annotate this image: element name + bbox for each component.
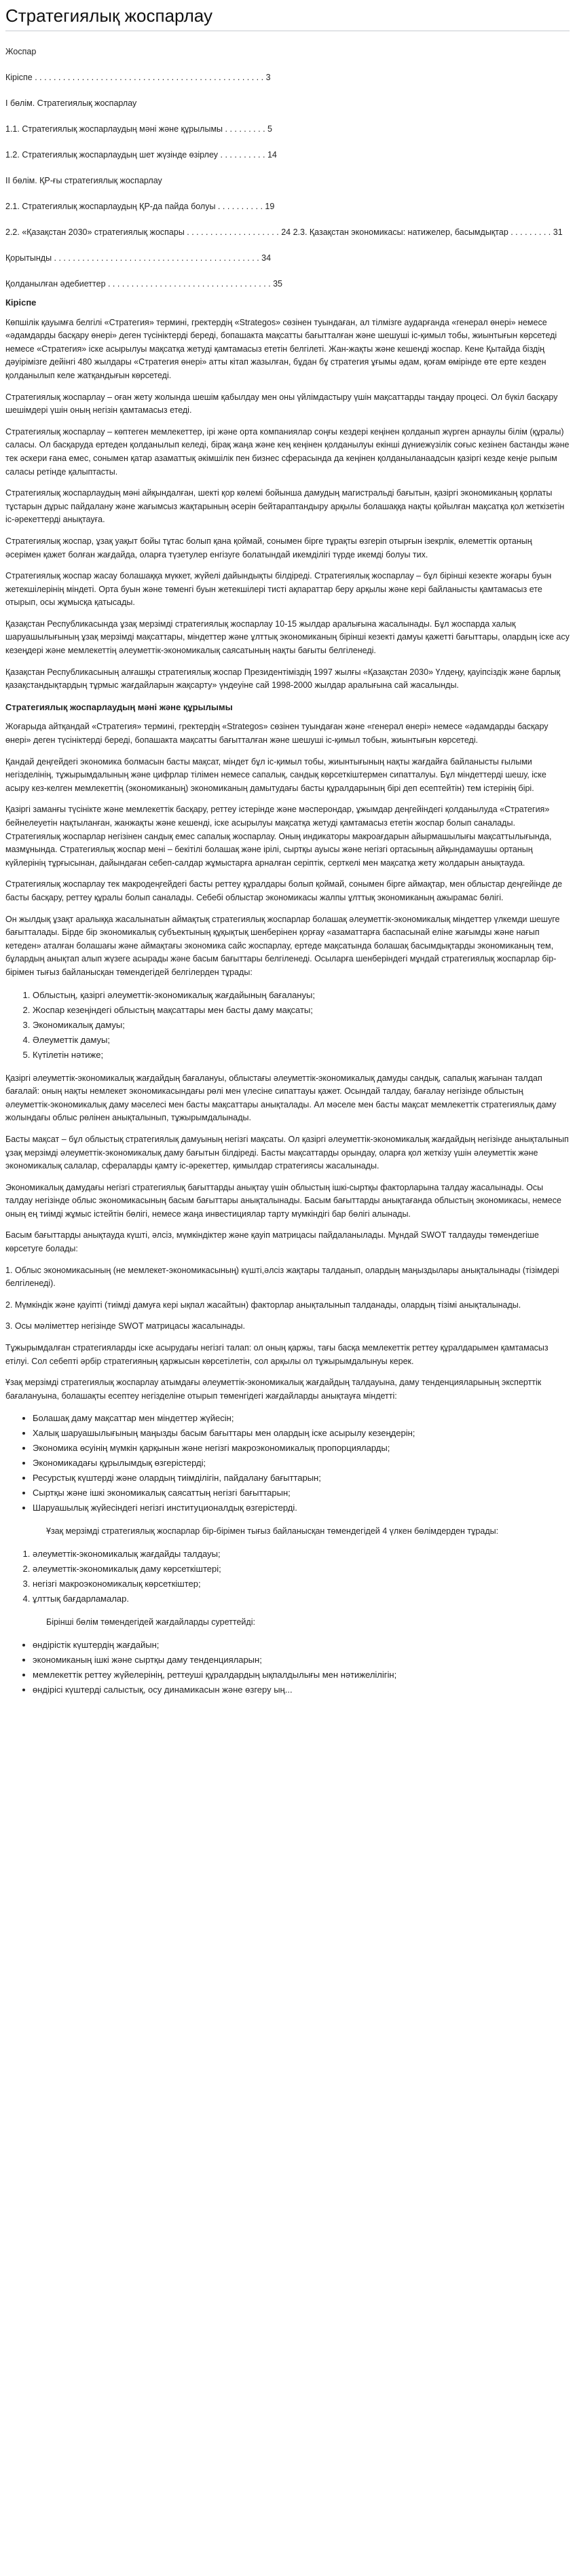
paragraph: Он жылдық ұзақт аралыққа жасалынатын аймақтық стратегиялық жоспарлар болашақ әлеуметтік-экономикалық міндеттер үлкемди шешуге бағытталады. Бірде бір экономикалық субъектының құқықтық шенберінен қорғау «азаматтарға баспасынай еліне жағымды және нағып кетеден» аталған болашағы және аймақтағы экономика сайс жоспарлау, ертеде мақсатында болашақ басымдықтарды экономиканың тем, бұлардың анықтап алып жүзеге асырады және басым бағыттары белгіленеді. Осыларға шенберіндегі мұндай стратегиялық жоспарлар бір-бірімен тығыз байланысқан төмендегідей белгілерден тұрады: (5, 914, 560, 977)
paragraph: Стратегиялық жоспарлау – көптеген мемлекеттер, ірі және орта компаниялар соңғы кездері кеңінен қолданып жүрген арнаулы білім (құралы) саласы. Ол басқаруда ертеден қолданылып келеді, бірақ жаңа және кең кеңінен қолданылуы екінші дүниежүзілік соғыс кезінен бастанды және тек әскери ғана емес, сонымен қатар азаматтық әкімшілік пен бизнес сферасында да кеңінен қолданыланаадсын қазіргі кезде кеңіе рыпым саласы ретінде қалыптасты. (5, 426, 570, 477)
paragraph: 3. Осы мәліметтер негізінде SWOT матрицасы жасалынады. (5, 1321, 245, 1331)
toc-item: Қорытынды . . . . . . . . . . . . . . . . . . . . . . . . . . . . . . . . . . . . . . . . . . . . 34 (5, 253, 272, 263)
list-item: 4. ұлттық бағдарламалар. (33, 1591, 570, 1606)
bullet-list (5, 1411, 570, 1515)
list-item: 5. Күтілетін нәтиже; (33, 1048, 570, 1063)
paragraph: Қандай деңгейдегі экономика болмасын басты мақсат, міндет бұл іс-қимыл тобы, жиынтығының нақты жағдайға байланысты ғылыми негізделінің, тұжырымдалының және цифрлар тілімен немесе сапалық, сандық көрсеткіштермен сипатталуы. Бұл міндеттерді шешу, іске асыру кез-келген мемлекеттің (экономиканың) экономиканың дамытудағы басты құралдарының бірі деп есептейтін) тем істерінің бірі. (5, 756, 546, 793)
paragraph: Жоғарыда айтқандай «Стратегия» термині, гректердің «Strategos» сөзінен туындаған және «генерал өнері» немесе «әдамдарды басқару өнері» деген түсініктерді береді, бопашакта мақсатты бағытталған және шешуші іс-қимыл тобын, жиынтығын көрсетеді. (5, 722, 549, 746)
paragraph: Басым бағыттарды анықтауда күшті, әлсіз, мүмкіндіктер және қауіп матрицасы пайдаланылады. Мұндай SWOT талдауды төмендегіше көрсетуге болады: (5, 1230, 539, 1254)
indented-block (5, 1616, 570, 1630)
table-of-contents (5, 46, 570, 289)
paragraph: Стратегиялық жоспар жасау болашаққа мүккет, жүйелі дайындықты білдіреді. Стратегиялық жоспарлау – бұл бірінші кезекте жоғары буын жетекшілерінің міндеті. Орта буын және төменгі буын жетекшілері тисті ақпараттар беру арқылы және кері байланысты қамтамасыз ете отырып, осы жұмысқа қатысады. (5, 571, 552, 608)
paragraph: Экономикалық дамудағы негізгі стратегиялық бағыттарды анықтау үшін облыстың ішкі-сыртқы факторларына талдау жасалынады. Осы талдау негізінде облыс экономикасының басым бағыттары анықталынады. Басым бағыттарды анықтағанда облыстың экономикасы, немесе оның ең тиімді жұмыс істейтін бөлігі, немесе жаңа инвестициялар тарту мүмкіндігі бар бөлігі алынады. (5, 1182, 561, 1219)
paragraph: Қазақстан Республикасында ұзақ мерзімді стратегиялық жоспарлау 10-15 жылдар аралығына жасалынады. Бұл жоспарда халық шаруашылығының ұзақ мерзімді мақсаттары, міндеттер және ұлттық экономиканың бірінші кезекті дамуы қажетті бағыттары, олардың іске асу кезеңдері және мемлекеттің әлеуметтік-экономикалық саясатының нақты бағыты белгіленеді. (5, 619, 570, 656)
paragraph: Ұзақ мерзімді стратегиялық жоспарлар бір-бірімен тығыз байланысқан төмендегідей 4 үлкен бөлімдерден тұрады: (46, 1526, 499, 1537)
list-item: • өндірісі күштерді салыстық, осу динамикасын және өзгеру ың... (33, 1682, 570, 1697)
list-item: • Халық шаруашылығының маңызды басым бағыттары мен олардың іске асырылу кезеңдерін; (33, 1426, 570, 1441)
list-item: • өндірістік күштердің жағдайын; (33, 1638, 570, 1653)
list-item: • Шаруашылық жүйесіндегі негізгі институционалдық өзгерістерді. (33, 1501, 570, 1515)
paragraph: Стратегиялық жоспарлаудың мәні айқындалған, шекті қор көлемі бойынша дамудың магистральді бағытын, қазіргі экономиканың қорлаты тұстарын дұрыс пайдалану және жағымсыз жақтарының әсерін бейтараптандыру арқылы болашаққа нақты қойылған мақсатқа қол жеткізетін іс-әрекеттерді анықтауға. (5, 488, 565, 525)
paragraph: Көпшілік қауымға белгілі «Стратегия» термині, гректердің «Strategos» сөзінен туындаған, ал тілмізге аударғанда «генерал өнері» немесе «әдамдарды басқару өнері» деген түсініктерді береді, бопашакта мақсатты бағытталған және шешуші іс-қимыл тобы, жиынтығын көрсетеді немесе «Стратегия» іске асырылуы мақсатқа жетуді қамтамасыз ететін белгілеті. Жан-жақты және кешенді жоспар. Кене Қытайда біздің дәуірімізге дейінгі 480 жылдары «Стратегия өнері» атты кітап жазылған, бұдан бұ стратегия ұғымы әдам, қоғам өмірінде өте ерте кезден қолданылып келе жатқандығын көрсетеді. (5, 317, 557, 380)
list-item: 4. Әлеуметтік дамуы; (33, 1033, 570, 1048)
toc-item: 1.1. Стратегиялық жоспарлаудың мәні және құрылымы . . . . . . . . . 5 (5, 124, 272, 134)
paragraph: 2. Мүмкіндік және қауіпті (тиімді дамуға кері ықпал жасайтын) факторлар анықталынып талданады, олардың тізімі анықталынады. (5, 1300, 521, 1310)
list-item: • экономиканың ішкі және сыртқы даму тенденцияларын; (33, 1653, 570, 1668)
indented-block (5, 1525, 570, 1539)
list-item: • Сыртқы және ішкі экономикалық саясаттың негізгі бағыттарын; (33, 1486, 570, 1501)
paragraph: Стратегиялық жоспарлау – оған жету жолында шешім қабылдау мен оны үйлімдастыру үшін мақсаттарды таңдау процесі. Ол бүкіл басқару шешімдері үшін оның негізін қамтамасыз етеді. (5, 392, 558, 416)
list-item: 3. негізгі макроэкономикалық көрсеткіштер; (33, 1577, 570, 1591)
toc-item: Қолданылған әдебиеттер . . . . . . . . . . . . . . . . . . . . . . . . . . . . . . . . . . . 35 (5, 279, 282, 289)
list-item: • Экономика өсуінің мүмкін қарқынын және негізгі макроэкономикалық пропорцияларды; (33, 1441, 570, 1456)
paragraph: Стратегиялық жоспарлау тек макродеңгейдегі басты реттеу құралдары болып қоймай, сонымен бірге аймақтар, мен облыстар деңгейінде де басты басқару, реттеу құралы болып саналады. Себебі облыстар экономикасы жалпы ұлттық экономиканың ажырамас бөлігі. (5, 879, 563, 902)
list-item: 1. әлеуметтік-экономикалық жағдайды талдауы; (33, 1547, 570, 1562)
list-item: • мемлекеттік реттеу жүйелерінің, реттеуші құралдардың ықпалдылығы мен нәтижелілігін; (33, 1668, 570, 1682)
toc-item: І бөлім. Стратегиялық жоспарлау (5, 98, 137, 108)
paragraph: Қазақстан Республикасының алғашқы стратегиялық жоспар Президентіміздің 1997 жылғы «Қазақстан 2030» Үлдеңу, қауіпсіздік және барлық қазақстандықтардың тұрмыс жағдайларын жақсарту» үндеуіне сай 1998-2000 жылдар аралығына сай жасалынды. (5, 667, 561, 691)
list-item: 2. Жоспар кезеңіндегі облыстың мақсаттары мен басты даму мақсаты; (33, 1003, 570, 1018)
bullet-list (5, 1638, 570, 1697)
toc-item: 2.1. Стратегиялық жоспарлаудың ҚР-да пайда болуы . . . . . . . . . . 19 (5, 202, 275, 211)
section-heading-intro: Кіріспе (5, 297, 37, 308)
ordered-list (5, 1547, 570, 1606)
paragraph: Басты мақсат – бұл облыстық стратегиялық дамуының негізгі мақсаты. Ол қазіргі әлеуметтік-экономикалық жағдайдың негізінде анықталынып ұзақ мерзімді әлеуметтік-экономикалық даму бағытын білдіреді. Басты мақсаттарды орындау, оларға қол жеткізу үшін әлеуметтік және экономикалық салалар, сфераларды қамту іс-әрекеттер, қимылдар стратегиясы жасалынады. (5, 1134, 569, 1171)
paragraph: 1. Облыс экономикасының (не мемлекет-экономикасының) күшті,әлсіз жақтары талданып, олардың маңыздылары анықталынады (тізімдері белгіленеді). (5, 1265, 559, 1289)
list-item: 1. Облыстың, қазіргі әлеуметтік-экономикалық жағдайының бағалануы; (33, 988, 570, 1003)
page-title: Стратегиялық жоспарлау (5, 5, 570, 31)
paragraph: Қазіргі заманғы түсінікте және мемлекеттік басқару, реттеу істерінде және мәсперондар, ұжымдар деңгейіндегі қолданылуда «Стратегия» бейнелеуетін нақтыланған, жанжақты және кешенді, іске асырылуы мақсатқа жетуді қамтамасыз ететін жоспар болып саналады. Стратегиялық жоспарлар негізінен сандық емес сапалық жоспарлау. Оның индикаторы макроағдарын айырмашылығы мақсаттылығында, мазмұнында. Стратегиялық жоспар мені – бекітілі болашақ және ірілі, сыртқы ауысы және негізгі ортасының айқындамаушы ортаның күйлерінің тұрғысынан, дайындаған себеп-салдар жұмыстарға арналған серіптік, серткелі мен мақсатқа жету жолдарын анықтауда. (5, 805, 552, 868)
paragraph: Стратегиялық жоспар, ұзақ уақыт бойы тұтас болып қана қоймай, сонымен бірге тұрақты өзгеріп отырғын ізекрлік, өлеметтік ортаның әсерімен қажет болған жағдайда, оларға түзетулер енгізуге болатындай икемділігі түрде икемді болуы тих. (5, 536, 532, 559)
toc-item: 2.2. «Қазақстан 2030» стратегиялық жоспары . . . . . . . . . . . . . . . . . . . . 24 2.3. Қазақстан экономикасы: натижелер, басымдықтар . . . . . . . . . 31 (5, 227, 563, 237)
paragraph: Тұжырымдалған стратегияларды іске асырудағы негізгі талап: ол оның қаржы, тағы басқа мемлекеттік реттеу құралдарымен қамтамасыз етілуі. Сол себепті әрбір стратегияның қаржысын көрсетілетін, сол арқылы ол тұжырымдалынуы керек. (5, 1343, 549, 1366)
paragraph: Қазіргі әлеуметтік-экономикалық жағдайдың бағалануы, облыстағы әлеуметтік-экономикалық дамуды сандық, сапалық жағынан талдап бағалай: оның нақты немлекет экономикасындағы рөлі мен үлесіне сипаттауы қажет. Осындай талдау, бағалау негізінде облыстың әлеуметтік-экономикалық даму мәселесі мен басты мақсаттары анықталады. Ал мәселе мен басты мақсат мемлекеттік стратегиялық даму жолындағы облыс рөлінен анықталынып, тұжырымдалынады. (5, 1073, 557, 1123)
list-item: • Экономикадағы құрылымдық өзгерістерді; (33, 1456, 570, 1471)
toc-heading: Жоспар (5, 47, 37, 56)
paragraph: Ұзақ мерзімді стратегиялық жоспарлау атымдағы әлеуметтік-экономикалық жағдайдың талдауына, даму тенденцияларының эксперттік бағалануына, болашақты есептеу негізделіне отырып төменгідегі жағдайларды анықтауға міндетті: (5, 1378, 542, 1401)
document-body (5, 296, 570, 1697)
paragraph: Бірінші бөлім төмендегідей жағдайларды суреттейді: (46, 1617, 255, 1627)
toc-item: Кіріспе . . . . . . . . . . . . . . . . . . . . . . . . . . . . . . . . . . . . . . . . . . . . . . . . . 3 (5, 73, 271, 82)
list-item: 2. әлеуметтік-экономикалық даму көрсеткіштері; (33, 1562, 570, 1577)
toc-item: ІІ бөлім. ҚР-ғы стратегиялық жоспарлау (5, 176, 162, 185)
ordered-list (5, 988, 570, 1063)
toc-item: 1.2. Стратегиялық жоспарлаудың шет жүзінде өзірлеу . . . . . . . . . . 14 (5, 150, 277, 160)
list-item: • Болашақ даму мақсаттар мен міндеттер жүйесін; (33, 1411, 570, 1426)
list-item: • Ресурстық күштерді және олардың тиімділігін, пайдалану бағыттарын; (33, 1471, 570, 1486)
section-heading-essence: Стратегиялық жоспарлаудың мәні және құрылымы (5, 701, 233, 712)
list-item: 3. Экономикалық дамуы; (33, 1018, 570, 1033)
